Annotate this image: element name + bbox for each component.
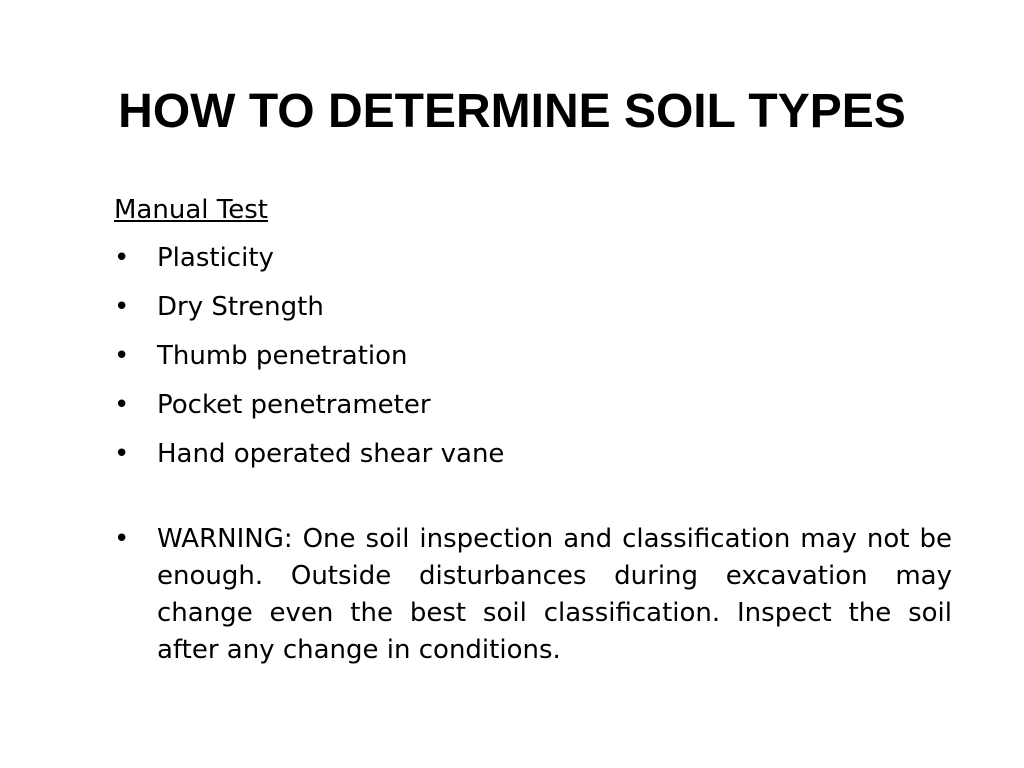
section-heading: Manual Test — [114, 195, 268, 225]
bullet-label: Hand operated shear vane — [157, 439, 505, 469]
bullet-label: Thumb penetration — [157, 341, 408, 371]
bullet-icon: • — [114, 292, 130, 322]
bullet-label: Pocket penetrameter — [157, 390, 431, 420]
list-item — [114, 238, 952, 278]
bullet-label: Dry Strength — [157, 292, 324, 322]
bullet-icon: • — [114, 439, 130, 469]
warning-paragraph — [114, 521, 952, 669]
list-item — [114, 287, 952, 327]
bullet-list — [114, 238, 952, 474]
bullet-label: Plasticity — [157, 243, 274, 273]
slide-body — [114, 190, 952, 669]
list-item — [114, 336, 952, 376]
bullet-icon: • — [114, 390, 130, 420]
list-item — [114, 434, 952, 474]
bullet-icon: • — [114, 243, 130, 273]
list-item — [114, 385, 952, 425]
bullet-icon: • — [114, 524, 130, 554]
bullet-icon: • — [114, 341, 130, 371]
warning-text: WARNING: One soil inspection and classification may not be enough. Outside disturbances during excavation may change even the best soil classification. Inspect the soil after any change in conditions. — [157, 524, 952, 665]
slide-title: HOW TO DETERMINE SOIL TYPES — [118, 85, 906, 138]
